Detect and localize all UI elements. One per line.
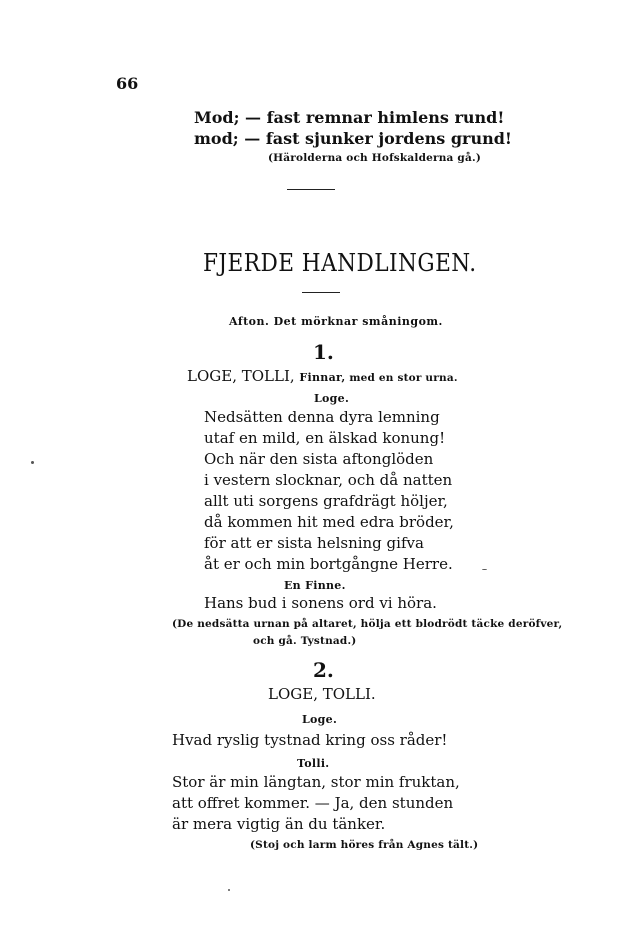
print-speck	[482, 569, 487, 570]
speaker-name: Tolli.	[297, 757, 330, 770]
print-speck	[228, 889, 230, 891]
verse-line: då kommen hit med edra bröder,	[204, 513, 454, 531]
scene-number: 1.	[313, 340, 334, 364]
scene-number: 2.	[313, 658, 334, 682]
verse-line: mod; — fast sjunker jordens grund!	[194, 129, 512, 148]
verse-line: åt er och min bortgångne Herre.	[204, 555, 453, 573]
page-number: 66	[116, 74, 139, 93]
verse-line: Stor är min längtan, stor min fruktan,	[172, 773, 460, 791]
stage-direction: och gå. Tystnad.)	[253, 635, 357, 647]
verse-line: Hvad ryslig tystnad kring oss råder!	[172, 731, 448, 749]
scene-characters: LOGE, TOLLI.	[268, 685, 376, 703]
separator-rule	[287, 189, 335, 190]
verse-line: allt uti sorgens grafdrägt höljer,	[204, 492, 448, 510]
separator-rule	[302, 292, 340, 293]
verse-line: är mera vigtig än du tänker.	[172, 815, 386, 833]
verse-line: Nedsätten denna dyra lemning	[204, 408, 440, 426]
speaker-name: En Finne.	[284, 579, 346, 592]
speaker-name: Loge.	[314, 392, 350, 405]
verse-line: i vestern slocknar, och då natten	[204, 471, 453, 489]
speaker-name: Loge.	[302, 713, 338, 726]
characters-smallcaps: Finnar,	[299, 371, 346, 384]
verse-line: Mod; — fast remnar himlens rund!	[194, 108, 505, 127]
verse-line: Hans bud i sonens ord vi höra.	[204, 594, 437, 612]
scene-characters	[187, 369, 458, 384]
act-title: FJERDE HANDLINGEN.	[203, 249, 477, 277]
print-speck	[31, 461, 34, 464]
characters-main: LOGE, TOLLI,	[187, 367, 300, 385]
stage-direction: (Stoj och larm höres från Agnes tält.)	[250, 839, 479, 851]
verse-line: för att er sista helsning gifva	[204, 534, 424, 552]
verse-line: utaf en mild, en älskad konung!	[204, 429, 446, 447]
stage-direction: (De nedsätta urnan på altaret, hölja ett blodrödt täcke deröfver,	[172, 618, 563, 630]
characters-rest: med en stor urna.	[345, 372, 458, 384]
stage-direction: (Härolderna och Hofskalderna gå.)	[268, 152, 481, 164]
act-setting: Afton. Det mörknar småningom.	[229, 315, 443, 328]
verse-line: Och när den sista aftonglöden	[204, 450, 434, 468]
verse-line: att offret kommer. — Ja, den stunden	[172, 794, 454, 812]
